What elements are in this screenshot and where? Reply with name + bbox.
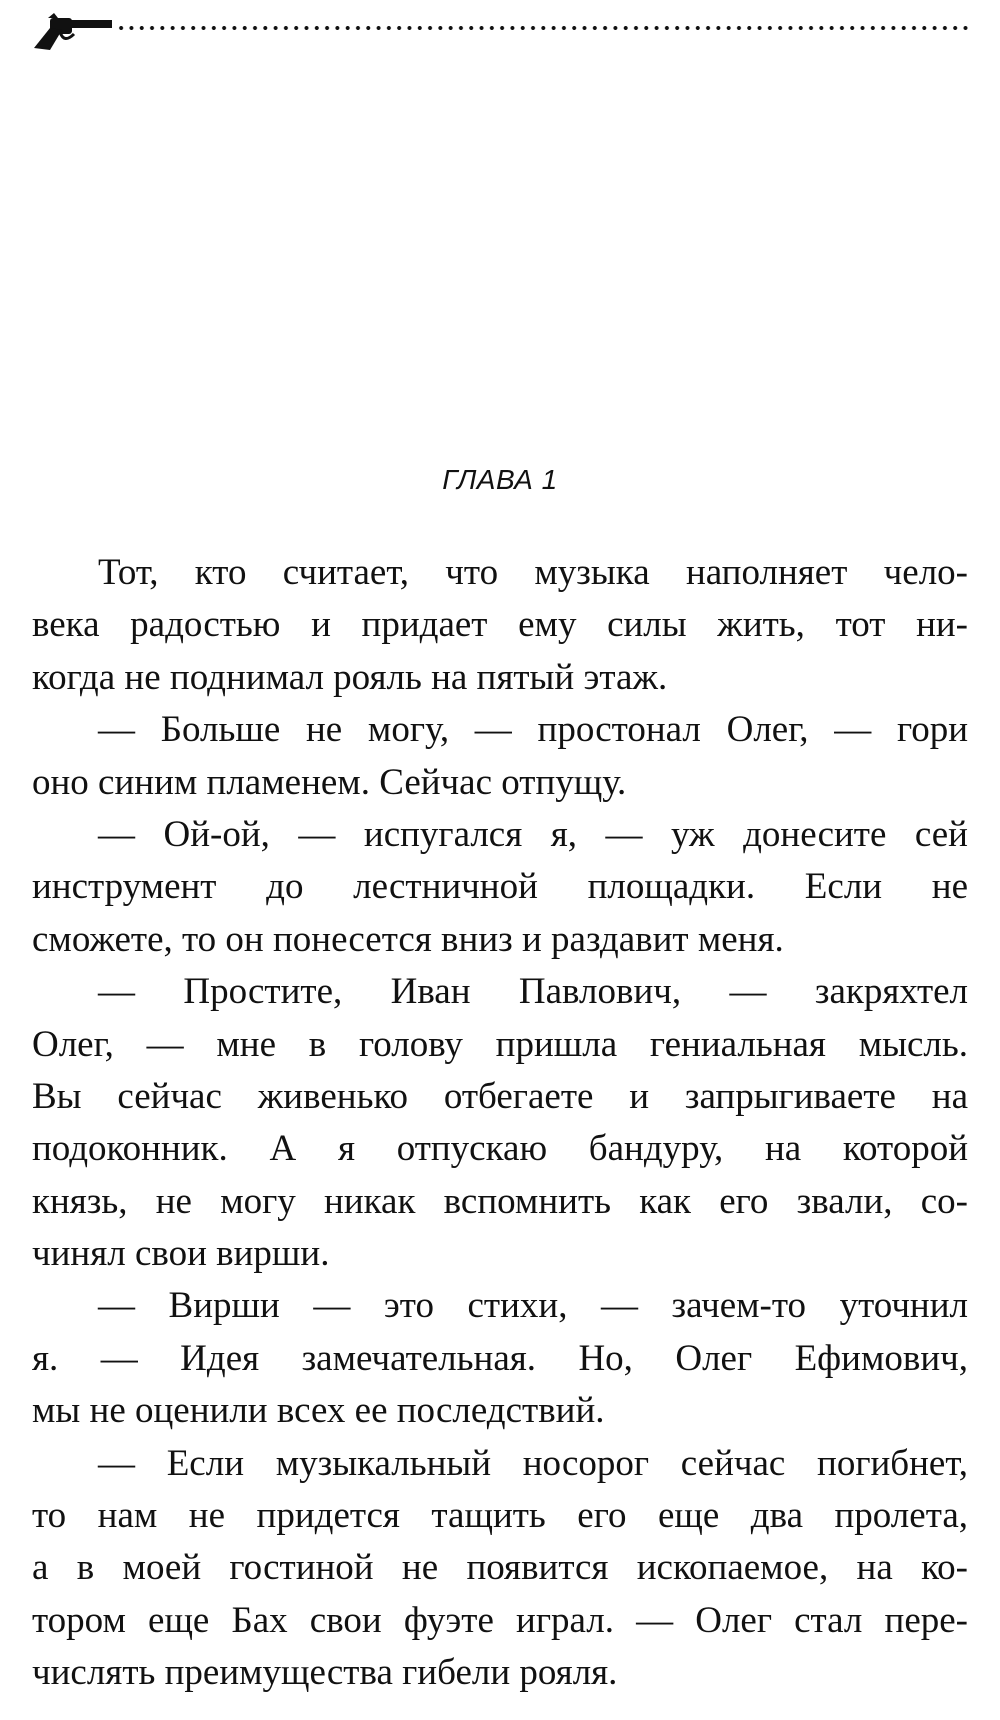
text-line: то нам не придется тащить его еще два пролета, [32,1495,968,1537]
text-line: — Если музыкальный носорог сейчас погибнет, [98,1442,968,1484]
text-line: оно синим пламенем. Сейчас отпущу. [32,761,627,803]
revolver-icon [32,10,114,52]
text-line: инструмент до лестничной площадки. Если не [32,866,968,908]
text-line: я. — Идея замечательная. Но, Олег Ефимович, [32,1337,968,1379]
text-line: мы не оценили всех ее последствий. [32,1390,605,1432]
text-line: когда не поднимал рояль на пятый этаж. [32,656,668,698]
text-line: — Простите, Иван Павлович, — закряхтел [98,971,968,1013]
text-line: — Вирши — это стихи, — зачем-то уточнил [98,1285,968,1327]
text-line: князь, не могу никак вспомнить как его звали, со- [32,1180,968,1222]
chapter-text [32,547,968,1700]
text-line: — Больше не могу, — простонал Олег, — гори [98,709,968,751]
dotted-rule [116,26,972,30]
text-line: а в моей гостиной не появится ископаемое, на ко- [32,1547,968,1589]
text-line: подоконник. А я отпускаю бандуру, на которой [32,1128,968,1170]
header-ornament [32,10,972,52]
text-line: Тот, кто считает, что музыка наполняет чело- [98,552,968,593]
text-line: сможете, то он понесется вниз и раздавит меня. [32,918,784,960]
text-line: тором еще Бах свои фуэте играл. — Олег стал пере- [32,1599,968,1641]
text-line: — Ой-ой, — испугался я, — уж донесите сей [98,813,968,855]
text-line: Вы сейчас живенько отбегаете и запрыгиваете на [32,1075,968,1117]
chapter-title: ГЛАВА 1 [442,464,558,495]
text-line: чинял свои вирши. [32,1233,330,1275]
text-line: века радостью и придает ему силы жить, тот ни- [32,604,968,646]
text-line: Олег, — мне в голову пришла гениальная мысль. [32,1023,968,1065]
text-line: числять преимущества гибели рояля. [32,1652,618,1694]
